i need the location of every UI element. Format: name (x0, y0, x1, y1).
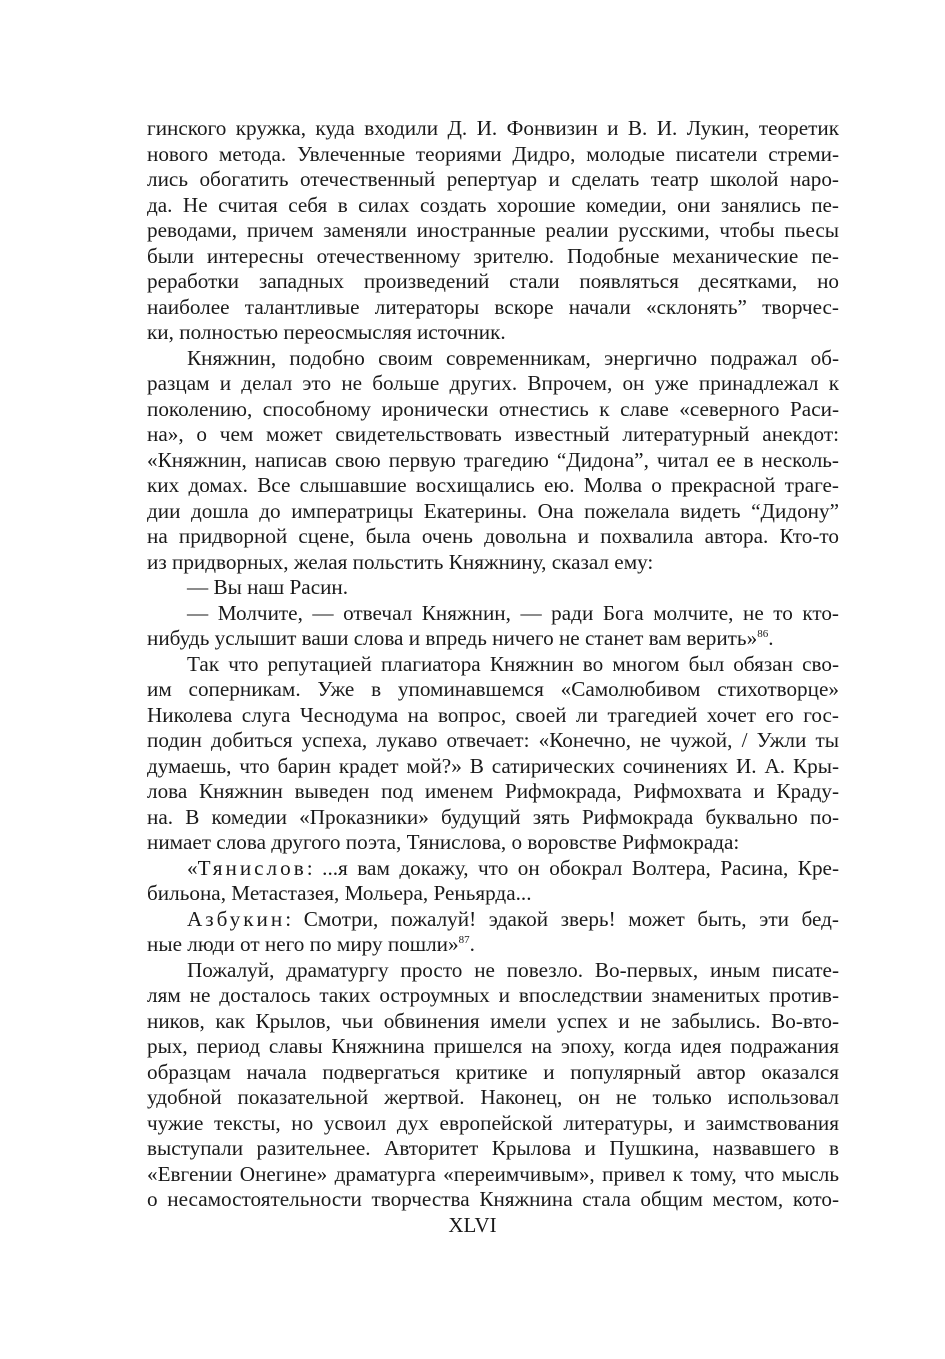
text-line: чужие тексты, но усвоил дух европейской литературы, и заимствования (147, 1110, 839, 1135)
dialogue-line (147, 601, 839, 652)
line-text: : Смотри, пожалуй! эдакой зверь! может быть, эти бед- (285, 906, 839, 931)
text-line: разцам и делал это не больше других. Впрочем, он уже принадлежал к (147, 371, 839, 395)
text-line: реводами, причем заменяли иностранные реалии русскими, чтобы пьесы (147, 218, 839, 242)
text-line: о несамостоятельности творчества Княжнина стала общим местом, кото- (147, 1187, 839, 1211)
text-line: Княжнин, подобно своим современникам, энергично подражал об- (187, 345, 839, 370)
text-line: лова Княжнин выведен под именем Рифмокрада, Рифмохвата и Краду- (147, 779, 839, 803)
text-line: ки, полностью переосмысляя источник. (147, 320, 506, 344)
dialogue-line (147, 575, 839, 601)
text-line: дии дошла до императрицы Екатерины. Она пожелала видеть “Дидону” (147, 498, 839, 523)
page-number: XLVI (448, 1213, 497, 1237)
line-text: : ...я вам докажу, что он обокрал Волтера, Расина, Кре- (306, 855, 839, 880)
paragraph (147, 346, 839, 576)
text-line: бильона, Метастазея, Мольера, Реньярда... (147, 881, 532, 905)
text-line: гинского кружка, куда входили Д. И. Фонвизин и В. И. Лукин, теоретик (147, 116, 839, 140)
text-line: наиболее талантливые литераторы вскоре начали «склонять” творчес- (147, 294, 839, 319)
text-line: реработки западных произведений стали появляться десятками, но (147, 269, 839, 293)
speaker-name: Тянислов (197, 855, 307, 880)
text-line: поколению, способному иронически отнестись к славе «северного Раси- (147, 396, 839, 421)
quote-block (147, 907, 839, 958)
text-line: рых, период славы Княжнина пришелся на эпоху, когда идея подражания (147, 1034, 839, 1058)
text-line: на придворной сцене, была очень довольна и похвалила автора. Кто-то (147, 524, 839, 548)
text-line: лись обогатить отечественный репертуар и сделать театр школой наро- (147, 167, 839, 191)
paragraph (147, 652, 839, 856)
text-line: да. Не считая себя в силах создать хорошие комедии, они занялись пе- (147, 192, 839, 217)
text-line: ких домах. Все слышавшие восхищались ею. Молва о прекрасной траге- (147, 473, 839, 497)
text-line: были интересны отечественному зрителю. Подобные механические пе- (147, 243, 839, 268)
footnote-ref: 87 (458, 933, 470, 946)
text-line: образцам начала подвергаться критике и популярный автор оказался (147, 1059, 839, 1084)
line-text: нибудь услышит ваши слова и впредь ничего не станет вам верить» (147, 626, 758, 650)
text-line: на», о чем может свидетельствовать известный литературный анекдот: (147, 422, 839, 446)
text-line: лям не досталось таких остроумных и впоследствии знаменитых против- (147, 983, 839, 1007)
text-line: — Вы наш Расин. (187, 575, 349, 599)
text-line: из придворных, желая польстить Княжнину, сказал ему: (147, 549, 654, 574)
line-text: ные люди от него по миру пошли» (147, 932, 459, 956)
text-line: выступали разительнее. Авторитет Крылова и Пушкина, назвавшего в (147, 1136, 839, 1160)
text-line: им соперникам. Уже в упоминавшемся «Самолюбивом стихотворце» (147, 677, 839, 701)
text-line: «Тянислов: ...я вам докажу, что он обокрал Волтера, Расина, Кре- (187, 855, 839, 880)
text-line: «Евгении Онегине» драматурга «переимчивым», привел к тому, что мысль (147, 1161, 839, 1186)
text-line: думаешь, что барин крадет мой?» В сатирических сочинениях И. А. Кры- (147, 753, 839, 778)
paragraph (147, 116, 839, 346)
text-line: удобной показательной жертвой. Наконец, он не только использовал (147, 1085, 839, 1109)
text-line: ников, как Крылов, чьи обвинения имели успех и не забылись. Во-вто- (147, 1008, 839, 1033)
text-line: нового метода. Увлеченные теориями Дидро, молодые писатели стреми- (147, 141, 839, 166)
body-text (147, 116, 839, 1213)
text-line: нибудь услышит ваши слова и впредь ничего не станет вам верить»$^{86}$. (147, 626, 774, 650)
text-line: нимает слова другого поэта, Тянислова, о воровстве Рифмокрада: (147, 830, 740, 854)
text-line: на. В комедии «Проказники» будущий зять Рифмокрада буквально по- (147, 804, 839, 829)
speaker-name: Азбукин (187, 906, 286, 931)
quote-block (147, 856, 839, 907)
text-line: подин добиться успеха, лукаво отвечает: «Конечно, не чужой, / Ужли ты (147, 728, 839, 752)
text-line: Так что репутацией плагиатора Княжнин во многом был обязан сво- (187, 651, 839, 676)
text-line: «Княжнин, написав свою первую трагедию “Дидона”, читал ее в несколь- (147, 447, 839, 472)
text-line (147, 907, 839, 933)
footnote-ref: 86 (757, 627, 769, 640)
text-line: ные люди от него по миру пошли»$^{87}$. (147, 932, 475, 956)
text-line: — Молчите, — отвечал Княжнин, — ради Бога молчите, не то кто- (187, 600, 839, 625)
text-line: Николева слуга Чеснодума на вопрос, своей ли трагедией хочет его гос- (147, 702, 839, 727)
text-line: Пожалуй, драматургу просто не повезло. Во-первых, иным писате- (187, 957, 839, 982)
paragraph (147, 958, 839, 1213)
